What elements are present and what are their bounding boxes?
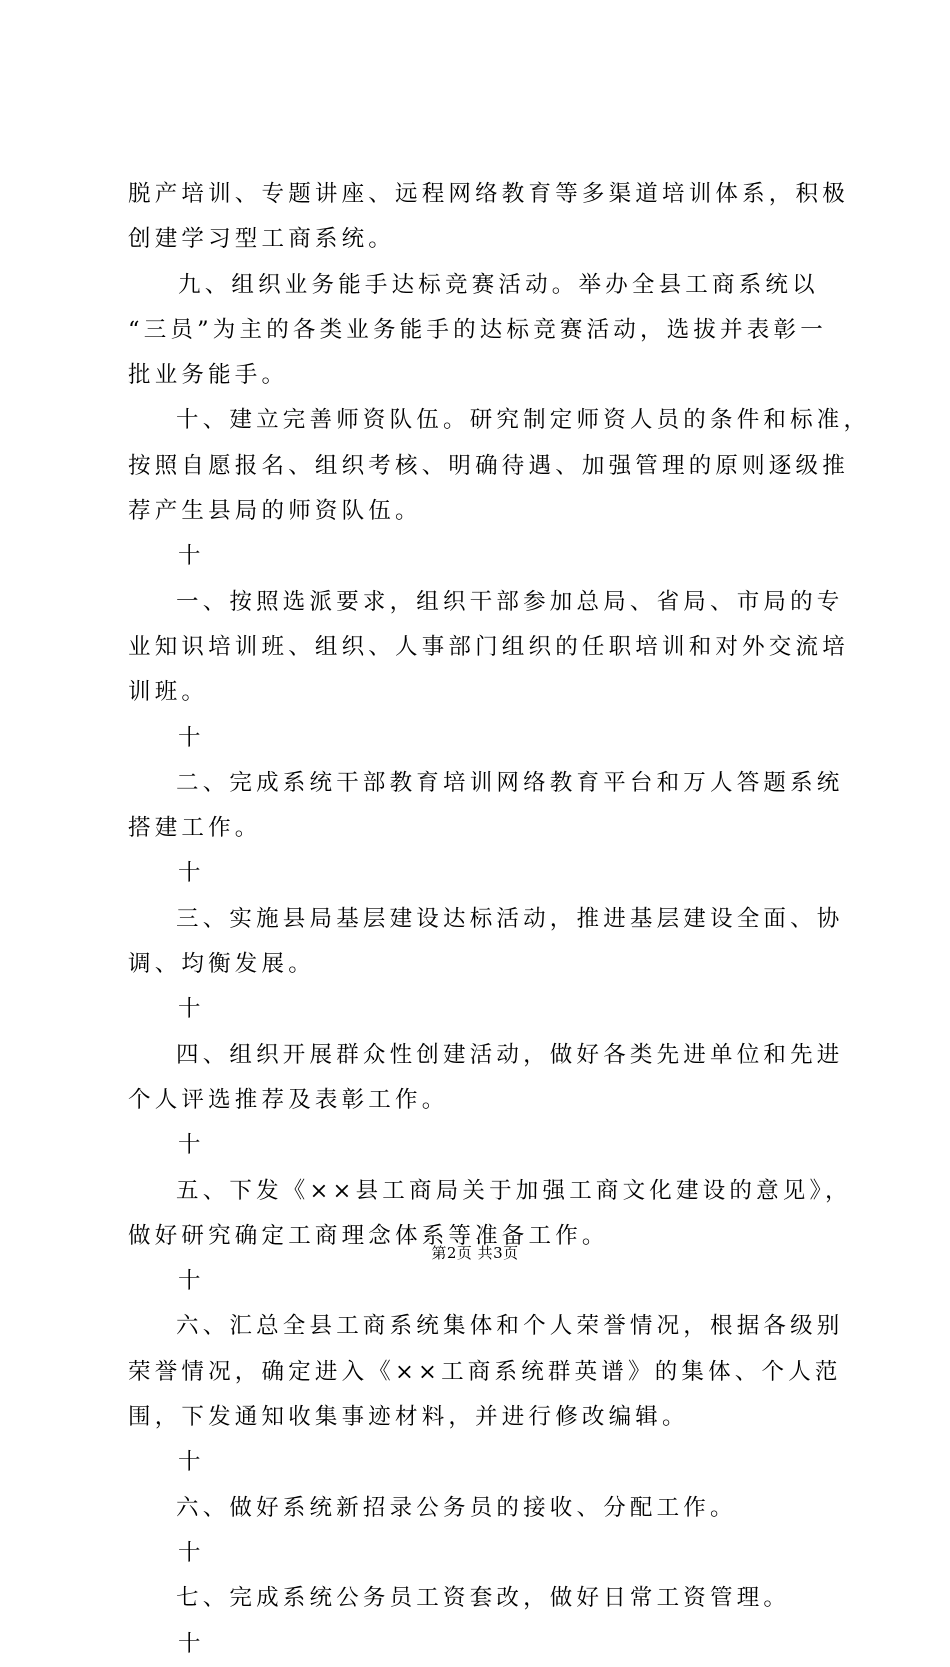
text-line: 围，下发通知收集事迹材料，并进行修改编辑。: [128, 1404, 689, 1431]
text-line: 搭建工作。: [128, 815, 262, 842]
text-line: 十: [178, 1449, 205, 1476]
text-line: 荣誉情况，确定进入《××工商系统群英谱》的集体、个人范: [128, 1358, 842, 1385]
text-line: 十: [178, 1132, 205, 1159]
text-line: 十、建立完善师资队伍。研究制定师资人员的条件和标准，: [176, 407, 871, 434]
text-line: 十: [178, 724, 205, 751]
text-line: 九、组织业务能手达标竞赛活动。举办全县工商系统以: [178, 271, 819, 298]
text-line: 创建学习型工商系统。: [128, 226, 396, 253]
text-line: 个人评选推荐及表彰工作。: [128, 1086, 449, 1113]
text-line: 六、汇总全县工商系统集体和个人荣誉情况，根据各级别: [176, 1313, 844, 1340]
text-line: 十: [178, 1539, 205, 1566]
text-line: 训班。: [128, 679, 209, 706]
text-line: 调、均衡发展。: [128, 951, 315, 978]
text-line: 荐产生县局的师资队伍。: [128, 498, 422, 525]
text-line: 十: [178, 860, 205, 887]
text-line: 十: [178, 996, 205, 1023]
text-line: 按照自愿报名、组织考核、明确待遇、加强管理的原则逐级推: [128, 452, 849, 479]
page-number-footer: 第2页 共3页: [431, 1244, 519, 1262]
text-line: 七、完成系统公务员工资套改，做好日常工资管理。: [176, 1585, 791, 1612]
text-line: 做好研究确定工商理念体系等准备工作。: [128, 1222, 609, 1249]
text-line: 十: [178, 1268, 205, 1295]
text-line: 一、按照选派要求，组织干部参加总局、省局、市局的专: [176, 588, 844, 615]
text-line: 脱产培训、专题讲座、远程网络教育等多渠道培训体系，积极: [128, 181, 849, 207]
text-line: 五、下发《××县工商局关于加强工商文化建设的意见》，: [176, 1177, 852, 1204]
text-line: 四、组织开展群众性创建活动，做好各类先进单位和先进: [176, 1041, 844, 1068]
text-line: 三、实施县局基层建设达标活动，推进基层建设全面、协: [176, 905, 844, 932]
text-line: 十: [178, 1630, 205, 1657]
text-line: “三员”为主的各类业务能手的达标竞赛活动，选拔并表彰一: [128, 316, 827, 343]
text-line: 十: [178, 543, 205, 570]
text-line: 六、做好系统新招录公务员的接收、分配工作。: [176, 1494, 737, 1521]
text-line: 业知识培训班、组织、人事部门组织的任职培训和对外交流培: [128, 633, 849, 660]
text-line: 二、完成系统干部教育培训网络教育平台和万人答题系统: [176, 769, 844, 796]
document-body: [128, 172, 871, 1667]
text-line: 批业务能手。: [128, 362, 289, 389]
